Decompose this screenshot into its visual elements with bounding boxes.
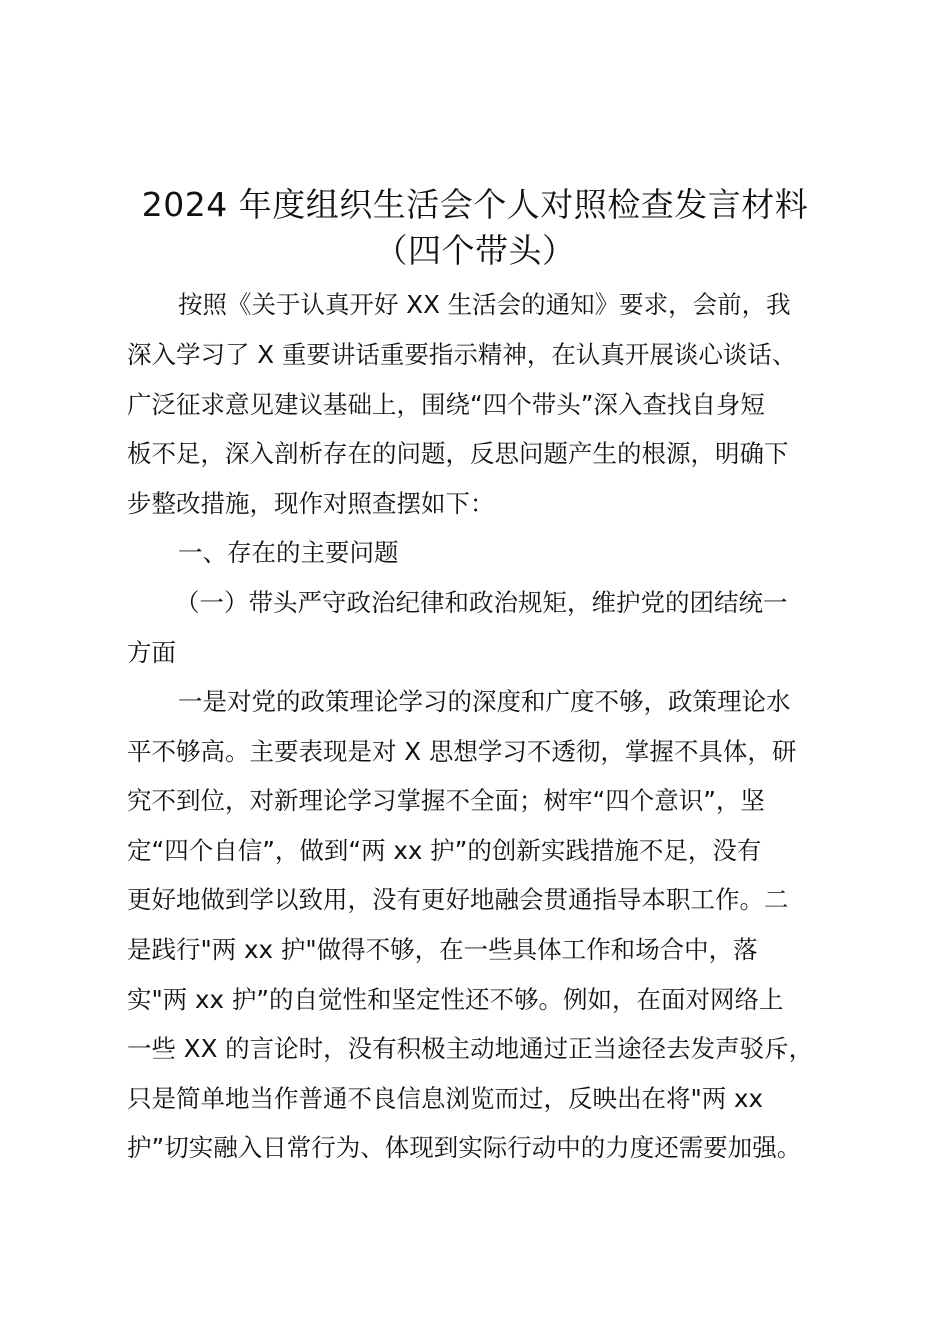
- document-title-line-2: （四个带头）: [374, 231, 576, 270]
- paragraph-line: 实"两 xx 护”的自觉性和坚定性还不够。例如，在面对网络上: [127, 985, 784, 1014]
- subsection-heading-continued: 方面: [127, 638, 176, 667]
- paragraph-line: 平不够高。主要表现是对 X 思想学习不透彻，掌握不具体，研: [127, 737, 797, 766]
- paragraph-line: 按照《关于认真开好 XX 生活会的通知》要求，会前，我: [178, 290, 791, 319]
- document-title-line-1: 2024 年度组织生活会个人对照检查发言材料: [141, 185, 809, 224]
- paragraph-line: 板不足，深入剖析存在的问题，反思问题产生的根源，明确下: [127, 439, 789, 468]
- paragraph-line: 究不到位，对新理论学习掌握不全面；树牢“四个意识”，坚: [127, 786, 765, 815]
- paragraph-line: 更好地做到学以致用，没有更好地融会贯通指导本职工作。二: [127, 885, 789, 914]
- paragraph-line: 是践行"两 xx 护"做得不够，在一些具体工作和场合中，落: [127, 935, 758, 964]
- paragraph-line: 一些 XX 的言论时，没有积极主动地通过正当途径去发声驳斥，: [127, 1034, 814, 1063]
- paragraph-line: 深入学习了 X 重要讲话重要指示精神，在认真开展谈心谈话、: [127, 340, 797, 369]
- paragraph-line: 步整改措施，现作对照查摆如下：: [127, 489, 495, 518]
- paragraph-line: 护”切实融入日常行为、体现到实际行动中的力度还需要加强。: [127, 1133, 802, 1162]
- subsection-heading: （一）带头严守政治纪律和政治规矩，维护党的团结统一: [175, 588, 788, 617]
- paragraph-line: 只是简单地当作普通不良信息浏览而过，反映出在将"两 xx: [127, 1084, 764, 1113]
- paragraph-line: 定“四个自信”，做到“两 xx 护”的创新实践措施不足，没有: [127, 836, 762, 865]
- paragraph-line: 一是对党的政策理论学习的深度和广度不够，政策理论水: [178, 687, 791, 716]
- paragraph-line: 广泛征求意见建议基础上，围绕“四个带头”深入查找自身短: [127, 390, 765, 419]
- section-heading: 一、存在的主要问题: [178, 538, 399, 567]
